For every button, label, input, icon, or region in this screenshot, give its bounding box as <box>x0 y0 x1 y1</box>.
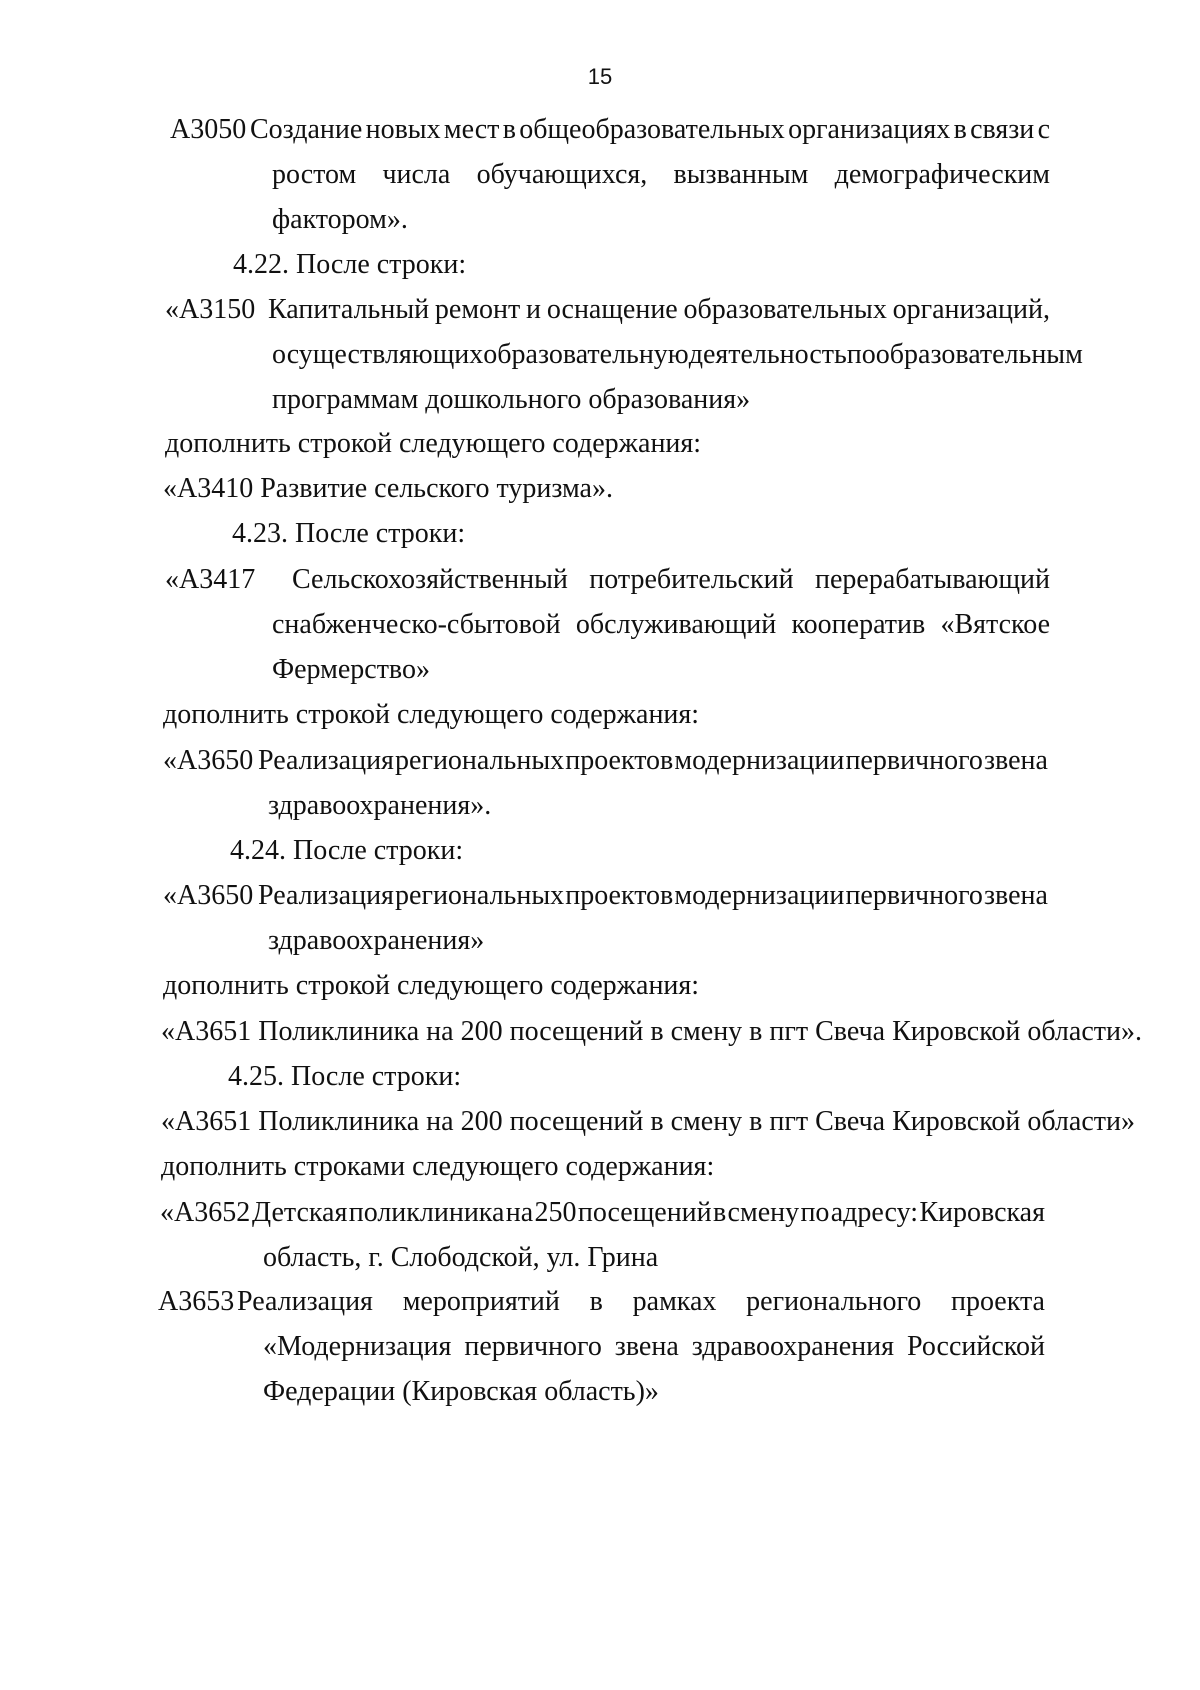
word: Кировская <box>919 1197 1045 1228</box>
entry-text-line <box>272 158 1050 192</box>
word: «Вятское <box>940 609 1050 640</box>
word: Реализация <box>258 880 394 911</box>
text-line: «А3651 Поликлиника на 200 посещений в смену в пгт Свеча Кировской области» <box>161 1106 1135 1137</box>
word: организаций, <box>892 294 1050 325</box>
word: связи <box>970 114 1035 145</box>
word: Детская <box>252 1197 348 1228</box>
entry-text-line <box>258 879 1048 913</box>
word: мероприятий <box>402 1286 560 1317</box>
word: Сельскохозяйственный <box>292 564 568 595</box>
word: 250 <box>534 1197 577 1228</box>
word: «Модернизация <box>263 1331 452 1362</box>
section-heading: 4.23. После строки: <box>232 518 466 549</box>
word: образовательным <box>875 339 1083 370</box>
word: Фермерство» <box>272 654 430 685</box>
text-line: дополнить строками следующего содержания: <box>161 1151 715 1182</box>
word: общеобразовательных <box>519 114 785 145</box>
text-line: «А3410 Развитие сельского туризма». <box>163 473 613 504</box>
word: образовательную <box>483 339 689 370</box>
word: в <box>712 1197 727 1228</box>
word: здравоохранения <box>691 1331 894 1362</box>
word: кооператив <box>791 609 926 640</box>
word: звена <box>614 1331 679 1362</box>
word: проекта <box>950 1286 1045 1317</box>
entry-text-line <box>237 1285 1045 1319</box>
word: посещений <box>577 1197 712 1228</box>
word: в <box>502 114 516 145</box>
word: перерабатывающий <box>814 564 1050 595</box>
word: деятельность <box>688 339 847 370</box>
word: в <box>589 1286 603 1317</box>
entry-text-line <box>263 1375 659 1409</box>
section-heading: 4.24. После строки: <box>230 835 464 866</box>
text-line: дополнить строкой следующего содержания: <box>163 970 700 1001</box>
text-line: дополнить строкой следующего содержания: <box>165 428 702 459</box>
word: обучающихся, <box>476 159 648 190</box>
word: Создание <box>250 114 363 145</box>
word: региональных <box>395 880 565 911</box>
word: Российской <box>906 1331 1045 1362</box>
entry-text-line <box>272 338 1083 372</box>
text-line: дополнить строкой следующего содержания: <box>163 699 700 730</box>
entry-code: «А3652 <box>160 1197 251 1228</box>
word: Федерации (Кировская область)» <box>263 1376 659 1407</box>
entry-code: А3653 <box>158 1286 235 1317</box>
word: область, г. Слободской, ул. Грина <box>263 1242 659 1273</box>
word: рамках <box>632 1286 717 1317</box>
word: по <box>800 1197 830 1228</box>
entry-text-line <box>258 744 1048 778</box>
word: первичного <box>845 745 983 776</box>
entry-code: «А3650 <box>163 745 254 776</box>
word: первичного <box>845 880 983 911</box>
word: регионального <box>746 1286 922 1317</box>
entry-code: А3050 <box>170 114 247 145</box>
word: на <box>505 1197 534 1228</box>
text-line: «А3651 Поликлиника на 200 посещений в смену в пгт Свеча Кировской области». <box>161 1016 1142 1047</box>
section-heading: 4.22. После строки: <box>233 249 467 280</box>
word: здравоохранения» <box>268 925 485 956</box>
entry-text-line <box>272 383 750 417</box>
entry-text-line <box>272 203 408 237</box>
word: звена <box>984 745 1048 776</box>
entry-text-line <box>263 1241 658 1275</box>
entry-text-line <box>252 1196 1045 1230</box>
entry-text-line <box>292 563 1050 597</box>
entry-text-line <box>263 1330 1045 1364</box>
entry-text-line <box>250 113 1050 147</box>
word: и <box>526 294 542 325</box>
entry-text-line <box>268 924 484 958</box>
word: числа <box>382 159 451 190</box>
word: организациях <box>788 114 951 145</box>
entry-text-line <box>268 789 491 823</box>
word: смену <box>727 1197 800 1228</box>
word: мест <box>443 114 500 145</box>
word: потребительский <box>589 564 794 595</box>
entry-code: «А3417 <box>165 564 256 595</box>
word: модернизации <box>674 880 845 911</box>
page-number: 15 <box>587 64 613 89</box>
word: снабженческо-сбытовой <box>272 609 561 640</box>
entry-code: «А3650 <box>163 880 254 911</box>
section-heading: 4.25. После строки: <box>228 1061 462 1092</box>
entry-text-line <box>272 653 430 687</box>
word: осуществляющих <box>272 339 484 370</box>
word: оснащение <box>546 294 678 325</box>
word: демографическим <box>834 159 1050 190</box>
word: здравоохранения». <box>268 790 492 821</box>
word: первичного <box>464 1331 602 1362</box>
word: ростом <box>272 159 357 190</box>
word: звена <box>984 880 1048 911</box>
word: Реализация <box>237 1286 373 1317</box>
word: проектов <box>565 745 674 776</box>
entry-text-line <box>268 293 1050 327</box>
word: обслуживающий <box>575 609 777 640</box>
word: адресу: <box>830 1197 919 1228</box>
word: новых <box>365 114 441 145</box>
entry-code: «А3150 <box>165 294 256 325</box>
word: Капитальный <box>268 294 430 325</box>
word: вызванным <box>673 159 809 190</box>
word: с <box>1037 114 1050 145</box>
word: по <box>846 339 876 370</box>
entry-text-line <box>272 608 1050 642</box>
word: ремонт <box>434 294 521 325</box>
word: региональных <box>395 745 565 776</box>
word: поликлиника <box>348 1197 505 1228</box>
word: программам дошкольного образования» <box>272 384 751 415</box>
word: образовательных <box>683 294 887 325</box>
word: Реализация <box>258 745 394 776</box>
word: фактором». <box>272 204 408 235</box>
word: проектов <box>565 880 674 911</box>
word: в <box>953 114 967 145</box>
word: модернизации <box>674 745 845 776</box>
